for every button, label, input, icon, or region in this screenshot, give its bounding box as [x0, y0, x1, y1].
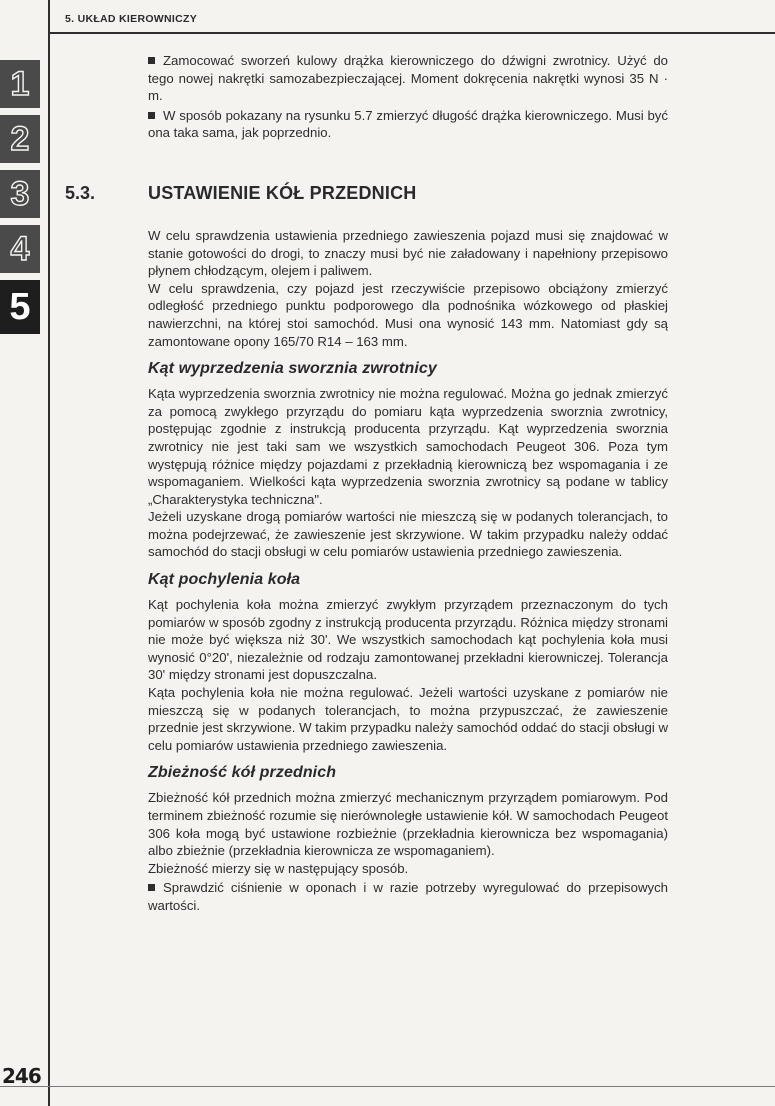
subsection-title-caster: Kąt wyprzedzenia sworznia zwrotnicy — [148, 360, 437, 378]
page-body — [148, 52, 668, 915]
section-paragraph-2: W celu sprawdzenia, czy pojazd jest rzeczywiście przepisowo obciążony zmierzyć odległość przedniego punktu podporowego dla podnośnika wózkowego od płaskiej nawierzchni, na której stoi samochód. Musi ona wynosić 143 mm. Natomiast gdy są zamontowane opony 165/70 R14 – 163 mm. — [148, 280, 668, 349]
chapter-tabs — [0, 60, 40, 341]
caster-paragraph-1: Kąta wyprzedzenia sworznia zwrotnicy nie można regulować. Można go jednak zmierzyć za pomocą zwykłego przyrządu do pomiaru kąta wyprzedzenia sworznia zwrotnicy, postępując zgodnie z instrukcją producenta przyrządu. Kąt wyprzedzenia sworznia zwrotnicy nie jest taki sam we wszystkich samochodach Peugeot 306. Poza tym występują różnice między pojazdami z przekładnią kierowniczą bez wspomagania i ze wspomaganiem. Wielkości kąta wyprzedzenia sworznia zwrotnicy są podane w tablicy „Charakterystyka techniczna". — [148, 386, 668, 507]
chapter-tab-4[interactable]: 4 — [0, 225, 40, 273]
header-rule — [48, 32, 775, 34]
toe-paragraph-1: Zbieżność kół przednich można zmierzyć mechanicznym przyrządem pomiarowym. Pod terminem zbieżność rozumie się nierównoległe ustawienie kół. W samochodach Peugeot 306 koła mogą być ustawione rozbieżnie (przekładnia kierownicza bez wspomagania) albo zbieżnie (przekładnia kierownicza ze wspomaganiem). — [148, 790, 668, 859]
camber-paragraph-2: Kąta pochylenia koła nie można regulować. Jeżeli wartości uzyskane z pomiarów nie mieszczą się w podanych tolerancjach, to można przypuszczać, że zawieszenie przednie jest skrzywione. W takim przypadku należy samochód oddać do stacji obsługi w celu pomiarów ustawienia przedniego zawieszenia. — [148, 685, 668, 753]
intro-bullet-1 — [148, 52, 668, 105]
footer-rule — [0, 1086, 775, 1087]
bullet-square-icon — [148, 57, 155, 64]
section-number: 5.3. — [65, 183, 96, 203]
bullet-square-icon — [148, 884, 155, 891]
intro-bullet-1-text: Zamocować sworzeń kulowy drążka kierowniczego do dźwigni zwrotnicy. Użyć do tego nowej nakrętki samozabezpieczającej. Moment dokręcenia nakrętki wynosi 35 N · m. — [148, 53, 668, 104]
toe-bullet — [148, 879, 668, 914]
chapter-tab-2[interactable]: 2 — [0, 115, 40, 163]
chapter-tab-3[interactable]: 3 — [0, 170, 40, 218]
camber-paragraph-1: Kąt pochylenia koła można zmierzyć zwykłym przyrządem przeznaczonym do tych pomiarów w sposób zgodny z instrukcją producenta przyrządu. Różnica między stronami nie może być większa niż 30'. We wszystkich samochodach kąt pochylenia koła musi wynosić 0°20', niezależnie od rodzaju zamontowanej przekładni kierowniczej. Tolerancja 30' między stronami jest dopuszczalna. — [148, 597, 668, 683]
subsection-title-toe: Zbieżność kół przednich — [148, 764, 337, 782]
toe-paragraph-2: Zbieżność mierzy się w następujący sposób. — [148, 860, 409, 876]
caster-paragraph-2: Jeżeli uzyskane drogą pomiarów wartości nie mieszczą się w podanych tolerancjach, to można podejrzewać, że zawieszenie jest skrzywione. W takim przypadku należy oddać samochód do stacji obsługi w celu pomiarów ustawienia przedniego zawieszenia. — [148, 509, 668, 560]
toe-bullet-text: Sprawdzić ciśnienie w oponach i w razie potrzeby wyregulować do przepisowych wartości. — [148, 880, 668, 913]
running-head: 5. UKŁAD KIEROWNICZY — [65, 13, 197, 25]
intro-bullet-2-text: W sposób pokazany na rysunku 5.7 zmierzyć długość drążka kierowniczego. Musi być ona taka sama, jak poprzednio. — [148, 107, 668, 141]
subsection-title-camber: Kąt pochylenia koła — [148, 571, 301, 589]
chapter-tab-5-active[interactable]: 5 — [0, 280, 40, 334]
page-number: 246 — [2, 1064, 41, 1088]
section-paragraph-1: W celu sprawdzenia ustawienia przedniego zawieszenia pojazd musi się znajdować w stanie gotowości do drogi, to znaczy musi być nie załadowany i napełniony przepisowo płynem chłodzącym, olejem i paliwem. — [148, 227, 668, 279]
chapter-tab-1[interactable]: 1 — [0, 60, 40, 108]
section-title: USTAWIENIE KÓŁ PRZEDNICH — [148, 183, 417, 203]
intro-bullet-2 — [148, 107, 668, 142]
bullet-square-icon — [148, 112, 155, 119]
margin-rule — [48, 0, 50, 1106]
